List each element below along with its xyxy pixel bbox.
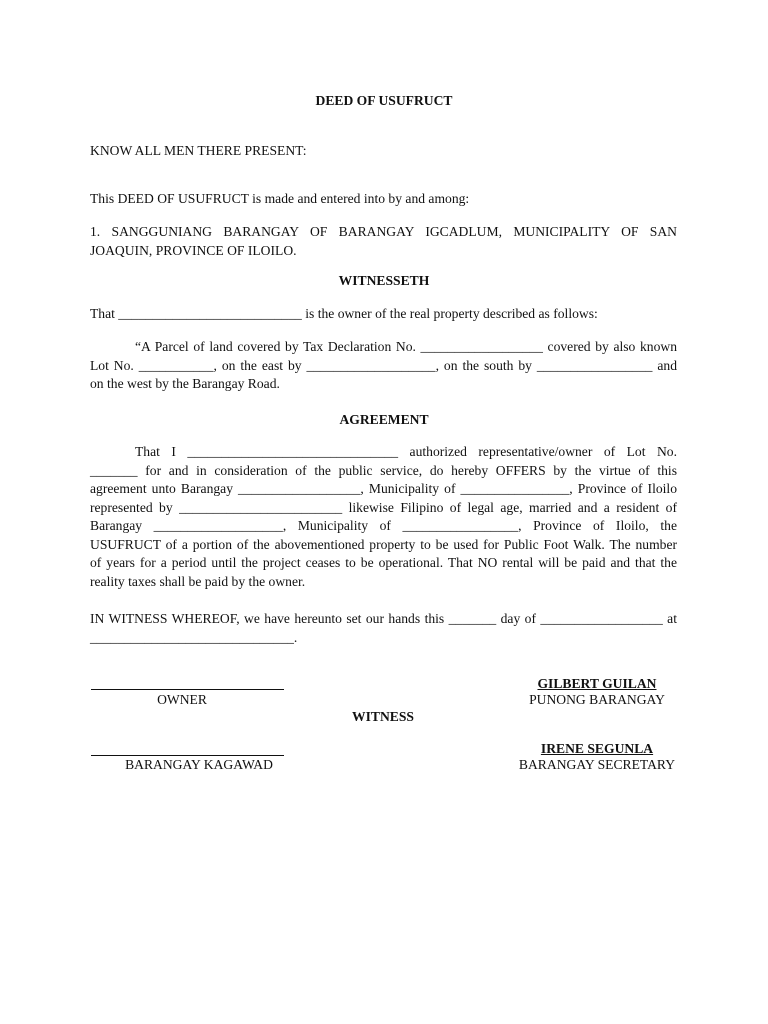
agreement-heading: AGREEMENT: [339, 412, 429, 427]
salutation: KNOW ALL MEN THERE PRESENT:: [90, 143, 307, 158]
agreement-line-3: agreement unto Barangay __________________, Municipality of ________________, Province of Iloilo: [90, 481, 677, 496]
witnesseth-heading: WITNESSETH: [338, 273, 430, 288]
parcel-line-3: on the west by the Barangay Road.: [90, 376, 280, 391]
punong-barangay-name: GILBERT GUILAN: [537, 676, 657, 691]
agreement-line-5: Barangay ___________________, Municipality of _________________, Province of Iloilo, the: [90, 518, 677, 533]
secretary-title: BARANGAY SECRETARY: [518, 757, 676, 772]
party-1-line-2: JOAQUIN, PROVINCE OF ILOILO.: [90, 242, 297, 258]
owner-label: OWNER: [157, 692, 207, 707]
agreement-line-1: That I _______________________________ authorized representative/owner of Lot No.: [135, 444, 677, 459]
secretary-name: IRENE SEGUNLA: [540, 741, 654, 756]
agreement-line-2: _______ for and in consideration of the public service, do hereby OFFERS by the virtue of this: [90, 462, 677, 478]
owner-signature-line: [91, 689, 284, 690]
agreement-line-8: reality taxes shall be paid by the owner.: [90, 573, 306, 589]
parcel-description: [90, 338, 677, 394]
kagawad-label: BARANGAY KAGAWAD: [125, 757, 273, 772]
party-1-line-1: 1. SANGGUNIANG BARANGAY OF BARANGAY IGCADLUM, MUNICIPALITY OF SAN: [90, 224, 677, 239]
owner-statement: That ___________________________ is the owner of the real property described as follows:: [90, 306, 598, 321]
agreement-line-7: of years for a period until the project ceases to be operational. That NO rental will be paid and that the: [90, 555, 677, 570]
witness-whereof-line-1: IN WITNESS WHEREOF, we have hereunto set our hands this _______ day of __________________ at: [90, 611, 677, 626]
parcel-line-2: Lot No. ___________, on the east by ___________________, on the south by _________________ and: [90, 357, 677, 373]
intro-paragraph: This DEED OF USUFRUCT is made and entered into by and among:: [90, 191, 470, 206]
document-title: DEED OF USUFRUCT: [315, 93, 453, 108]
agreement-line-4: represented by ________________________ likewise Filipino of legal age, married and a resident of: [90, 499, 677, 515]
witness-whereof-line-2: ______________________________.: [90, 629, 298, 645]
agreement-line-6: USUFRUCT of a portion of the abovementioned property to be used for Public Foot Walk. The number: [90, 536, 677, 552]
punong-barangay-title: PUNONG BARANGAY: [529, 692, 665, 707]
agreement-paragraph: [90, 443, 677, 591]
witness-whereof: [90, 610, 677, 647]
parcel-line-1: “A Parcel of land covered by Tax Declaration No. __________________ covered by also known: [135, 339, 677, 354]
witness-heading: WITNESS: [352, 709, 414, 724]
party-1: [90, 223, 677, 260]
